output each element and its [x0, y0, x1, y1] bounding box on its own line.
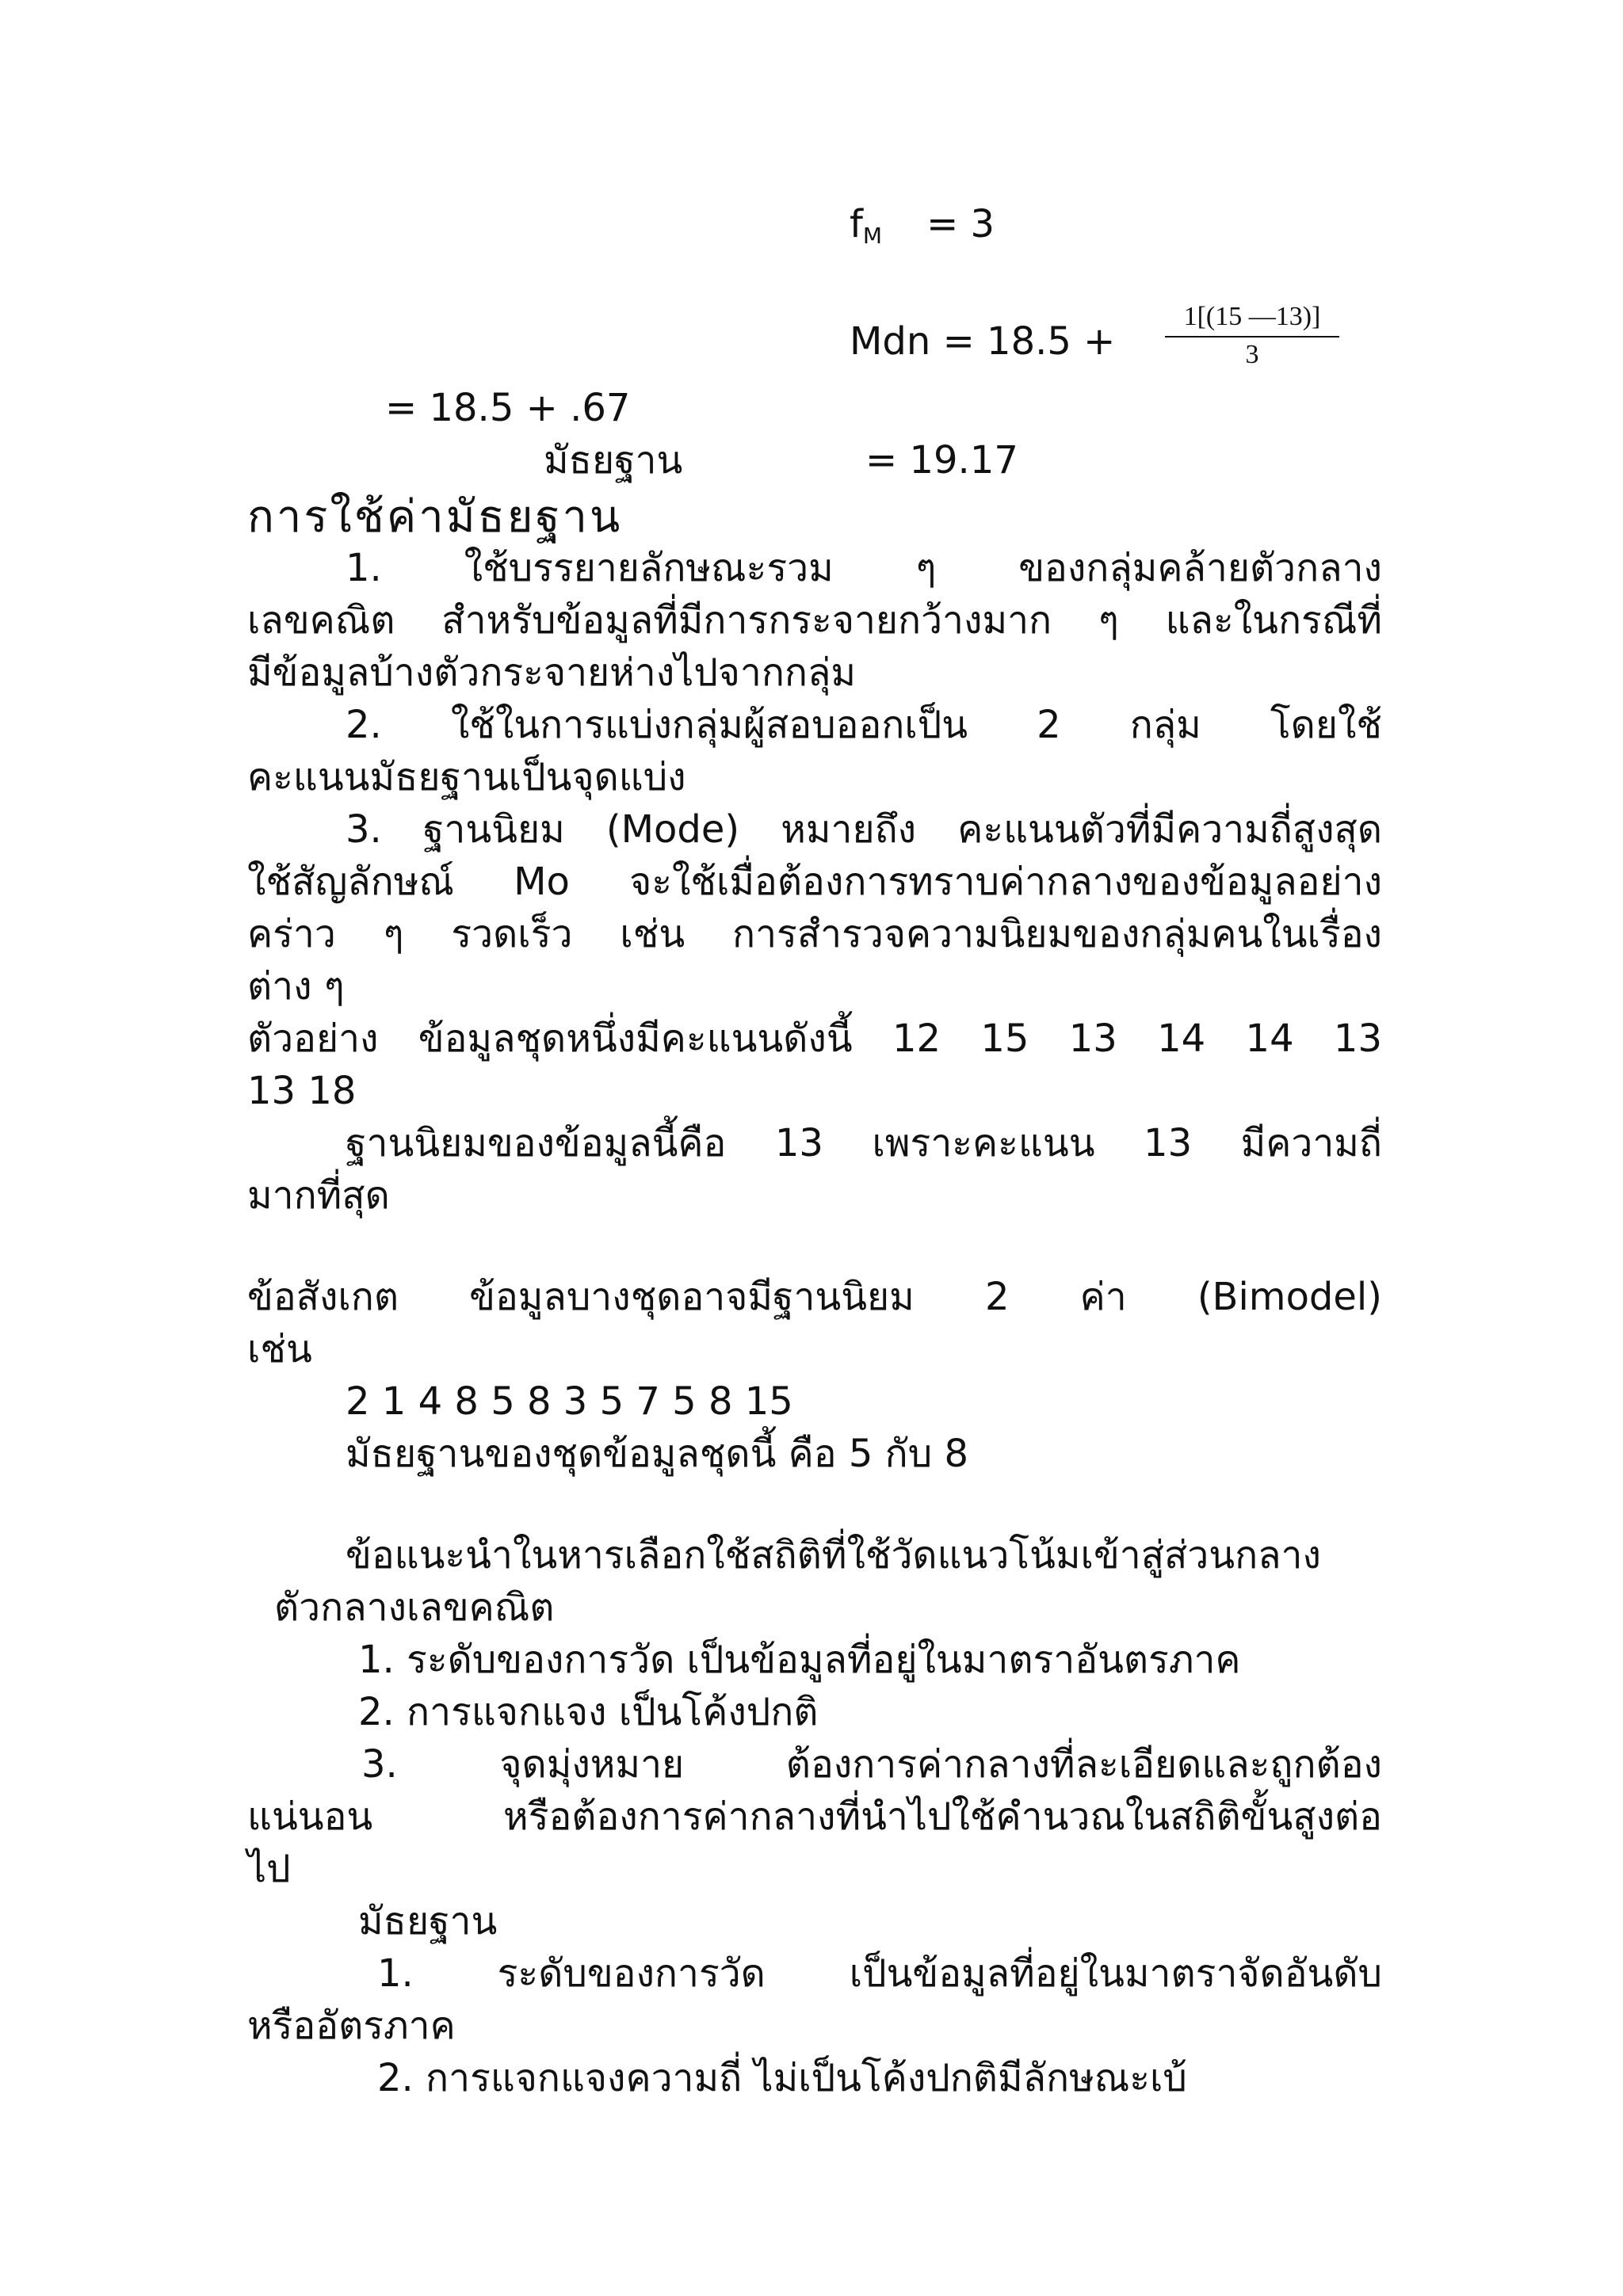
median-use-2-cont: คะแนนมัธยฐานเป็นจุดแบ่ง: [247, 755, 686, 799]
example-answer-cont: มากที่สุด: [247, 1173, 390, 1218]
fm-line: [850, 200, 995, 261]
mean-item-1: 1. ระดับของการวัด เป็นข้อมูลที่อยู่ในมาตราอันตรภาค: [358, 1638, 1241, 1682]
mode-definition-cont3: ต่าง ๆ: [247, 964, 345, 1009]
calculation-step: = 18.5 + .67: [385, 386, 631, 430]
median-subheading: มัธยฐาน: [358, 1899, 498, 1943]
mean-subheading: ตัวกลางเลขคณิต: [274, 1585, 555, 1630]
example-line-cont: 13 18: [247, 1069, 357, 1113]
median-use-1-cont2: มีข้อมูลบ้างตัวกระจายห่างไปจากกลุ่ม: [247, 650, 857, 695]
advice-heading: ข้อแนะนำในหารเลือกใช้สถิติที่ใช้วัดแนวโน้มเข้าสู่ส่วนกลาง: [346, 1533, 1321, 1577]
mean-item-3-cont: แน่นอน หรือต้องการค่ากลางที่นำไปใช้คำนวณในสถิติขั้นสูงต่อ: [247, 1794, 1382, 1839]
median-use-2: 2. ใช้ในการแบ่งกลุ่มผู้สอบออกเป็น 2 กลุ่ม โดยใช้: [346, 703, 1382, 747]
fraction-denominator: 3: [1245, 340, 1259, 369]
median-item-1-cont: หรืออัตรภาค: [247, 2004, 456, 2048]
median-use-1-cont: เลขคณิต สำหรับข้อมูลที่มีการกระจายกว้างมาก ๆ และในกรณีที่: [247, 598, 1382, 643]
median-use-1: 1. ใช้บรรยายลักษณะรวม ๆ ของกลุ่มคล้ายตัวกลาง: [346, 546, 1382, 590]
fm-symbol: f: [850, 202, 863, 246]
median-fraction: [1165, 301, 1339, 372]
section-heading: การใช้ค่ามัธยฐาน: [247, 491, 623, 543]
example-line: ตัวอย่าง ข้อมูลชุดหนึ่งมีคะแนนดังนี้ 12 15 13 14 14 13: [247, 1016, 1382, 1061]
fm-value: = 3: [926, 202, 995, 246]
example-answer: ฐานนิยมของข้อมูลนี้คือ 13 เพราะคะแนน 13 มีความถี่: [346, 1121, 1382, 1165]
mdn-expression: Mdn = 18.5 +: [850, 319, 1116, 364]
median-result: = 19.17: [865, 438, 1018, 482]
bimodal-answer: มัธยฐานของชุดข้อมูลชุดนี้ คือ 5 กับ 8: [346, 1432, 968, 1476]
mean-item-2: 2. การแจกแจง เป็นโค้งปกติ: [358, 1690, 819, 1734]
note-line: ข้อสังเกต ข้อมูลบางชุดอาจมีฐานนิยม 2 ค่า (Bimodel): [247, 1275, 1382, 1319]
fm-subscript: M: [862, 223, 883, 249]
mode-definition-cont2: คร่าว ๆ รวดเร็ว เช่น การสำรวจความนิยมของกลุ่มคนในเรื่อง: [247, 912, 1382, 956]
mode-definition: 3. ฐานนิยม (Mode) หมายถึง คะแนนตัวที่มีความถี่สูงสุด: [346, 807, 1382, 852]
fraction-numerator: 1[(15 —13)]: [1165, 301, 1339, 338]
bimodal-data: 2 1 4 8 5 8 3 5 7 5 8 15: [346, 1379, 793, 1424]
mean-item-3-cont2: ไป: [247, 1847, 291, 1891]
median-item-2: 2. การแจกแจงความถี่ ไม่เป็นโค้งปกติมีลักษณะเบ้: [377, 2056, 1187, 2100]
median-label: มัธยฐาน: [544, 438, 683, 482]
mode-definition-cont: ใช้สัญลักษณ์ Mo จะใช้เมื่อต้องการทราบค่ากลางของข้อมูลอย่าง: [247, 860, 1382, 904]
mean-item-3: 3. จุดมุ่งหมาย ต้องการค่ากลางที่ละเอียดและถูกต้อง: [361, 1742, 1382, 1787]
median-item-1: 1. ระดับของการวัด เป็นข้อมูลที่อยู่ในมาตราจัดอันดับ: [377, 1951, 1382, 1996]
note-line-cont: เช่น: [247, 1327, 312, 1371]
